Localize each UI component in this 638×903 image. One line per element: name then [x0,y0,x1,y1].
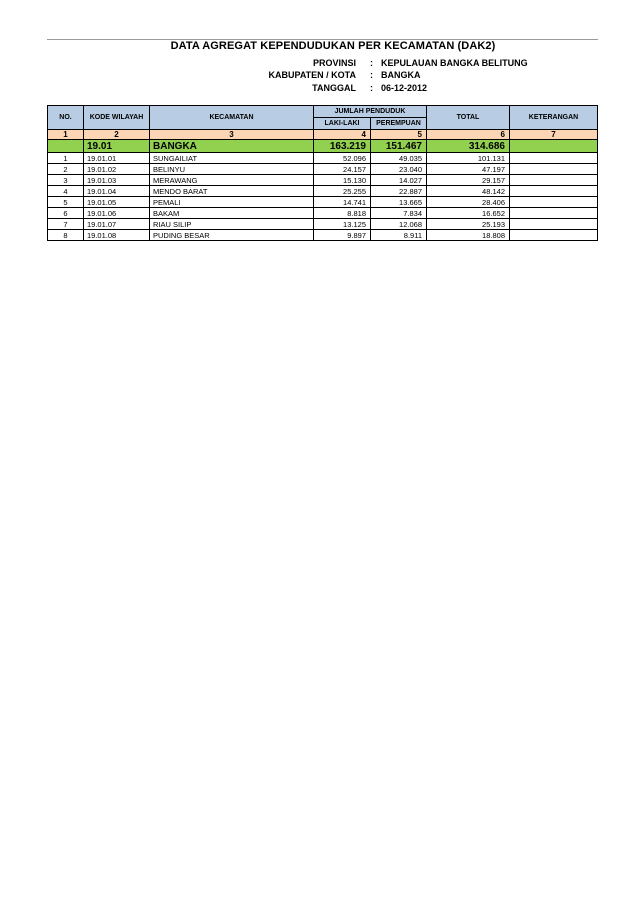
data-rows [48,153,598,241]
row-keterangan-cell [510,175,598,186]
row-kecamatan-cell: MENDO BARAT [150,186,314,197]
meta-kabupaten-value: BANGKA [381,70,421,80]
row-total-cell: 47.197 [427,164,510,175]
table-row [48,208,598,219]
row-laki-cell: 24.157 [314,164,371,175]
table-row [48,197,598,208]
row-kecamatan-cell: PUDING BESAR [150,230,314,241]
population-table [47,105,598,241]
row-keterangan-cell [510,219,598,230]
row-laki-cell: 25.255 [314,186,371,197]
meta-tanggal-colon: : [370,83,373,93]
row-kode-cell: 19.01.01 [84,153,150,164]
row-laki-cell: 15.130 [314,175,371,186]
header-kode-wilayah: KODE WILAYAH [84,106,150,130]
summary-nama-cell: BANGKA [150,140,314,153]
table-row [48,230,598,241]
table-row [48,175,598,186]
summary-total-cell: 314.686 [427,140,510,153]
column-index-cell: 3 [150,130,314,140]
row-kecamatan-cell: BELINYU [150,164,314,175]
header-perempuan: PEREMPUAN [371,118,427,130]
row-kecamatan-cell: BAKAM [150,208,314,219]
meta-provinsi-value: KEPULAUAN BANGKA BELITUNG [381,58,528,68]
row-total-cell: 28.406 [427,197,510,208]
table-row [48,164,598,175]
row-keterangan-cell [510,186,598,197]
row-laki-cell: 14.741 [314,197,371,208]
column-index-cell: 2 [84,130,150,140]
summary-laki-cell: 163.219 [314,140,371,153]
row-laki-cell: 52.096 [314,153,371,164]
row-perempuan-cell: 49.035 [371,153,427,164]
meta-provinsi-label: PROVINSI [312,58,356,68]
row-no-cell: 7 [48,219,84,230]
header-total: TOTAL [427,106,510,130]
row-perempuan-cell: 8.911 [371,230,427,241]
row-total-cell: 29.157 [427,175,510,186]
row-perempuan-cell: 13.665 [371,197,427,208]
column-index-cell: 7 [510,130,598,140]
row-kode-cell: 19.01.04 [84,186,150,197]
column-index-row [48,130,598,140]
page-title: DATA AGREGAT KEPENDUDUKAN PER KECAMATAN (DAK2) [170,40,496,52]
meta-provinsi-colon: : [370,58,373,68]
row-kecamatan-cell: MERAWANG [150,175,314,186]
row-perempuan-cell: 12.068 [371,219,427,230]
meta-kabupaten-colon: : [370,70,373,80]
row-kode-cell: 19.01.07 [84,219,150,230]
row-kode-cell: 19.01.03 [84,175,150,186]
summary-row [48,140,598,153]
row-laki-cell: 8.818 [314,208,371,219]
table-row [48,219,598,230]
row-perempuan-cell: 14.027 [371,175,427,186]
row-keterangan-cell [510,197,598,208]
row-total-cell: 48.142 [427,186,510,197]
row-laki-cell: 9.897 [314,230,371,241]
table-row [48,153,598,164]
row-keterangan-cell [510,164,598,175]
column-index-cell: 5 [371,130,427,140]
header-kecamatan: KECAMATAN [150,106,314,130]
row-total-cell: 16.652 [427,208,510,219]
row-kecamatan-cell: RIAU SILIP [150,219,314,230]
meta-tanggal-value: 06-12-2012 [381,83,428,93]
header-jumlah-penduduk: JUMLAH PENDUDUK [314,106,427,118]
header-laki-laki: LAKI-LAKI [314,118,371,130]
row-total-cell: 101.131 [427,153,510,164]
summary-perempuan-cell: 151.467 [371,140,427,153]
row-laki-cell: 13.125 [314,219,371,230]
header-no: NO. [48,106,84,130]
summary-kode-cell: 19.01 [84,140,150,153]
meta-tanggal-label: TANGGAL [312,83,356,93]
row-no-cell: 4 [48,186,84,197]
row-no-cell: 8 [48,230,84,241]
table-row [48,186,598,197]
summary-no-cell [48,140,84,153]
row-kode-cell: 19.01.06 [84,208,150,219]
row-total-cell: 18.808 [427,230,510,241]
column-index-cell: 1 [48,130,84,140]
row-no-cell: 5 [48,197,84,208]
row-total-cell: 25.193 [427,219,510,230]
row-keterangan-cell [510,153,598,164]
row-no-cell: 6 [48,208,84,219]
row-kecamatan-cell: PEMALI [150,197,314,208]
row-no-cell: 3 [48,175,84,186]
row-perempuan-cell: 22.887 [371,186,427,197]
row-kode-cell: 19.01.05 [84,197,150,208]
row-kode-cell: 19.01.02 [84,164,150,175]
row-keterangan-cell [510,208,598,219]
row-no-cell: 1 [48,153,84,164]
header-keterangan: KETERANGAN [510,106,598,130]
row-keterangan-cell [510,230,598,241]
row-kode-cell: 19.01.08 [84,230,150,241]
row-no-cell: 2 [48,164,84,175]
row-kecamatan-cell: SUNGAILIAT [150,153,314,164]
row-perempuan-cell: 7.834 [371,208,427,219]
summary-keterangan-cell [510,140,598,153]
row-perempuan-cell: 23.040 [371,164,427,175]
column-index-cell: 6 [427,130,510,140]
column-index-cell: 4 [314,130,371,140]
meta-kabupaten-label: KABUPATEN / KOTA [268,70,356,80]
